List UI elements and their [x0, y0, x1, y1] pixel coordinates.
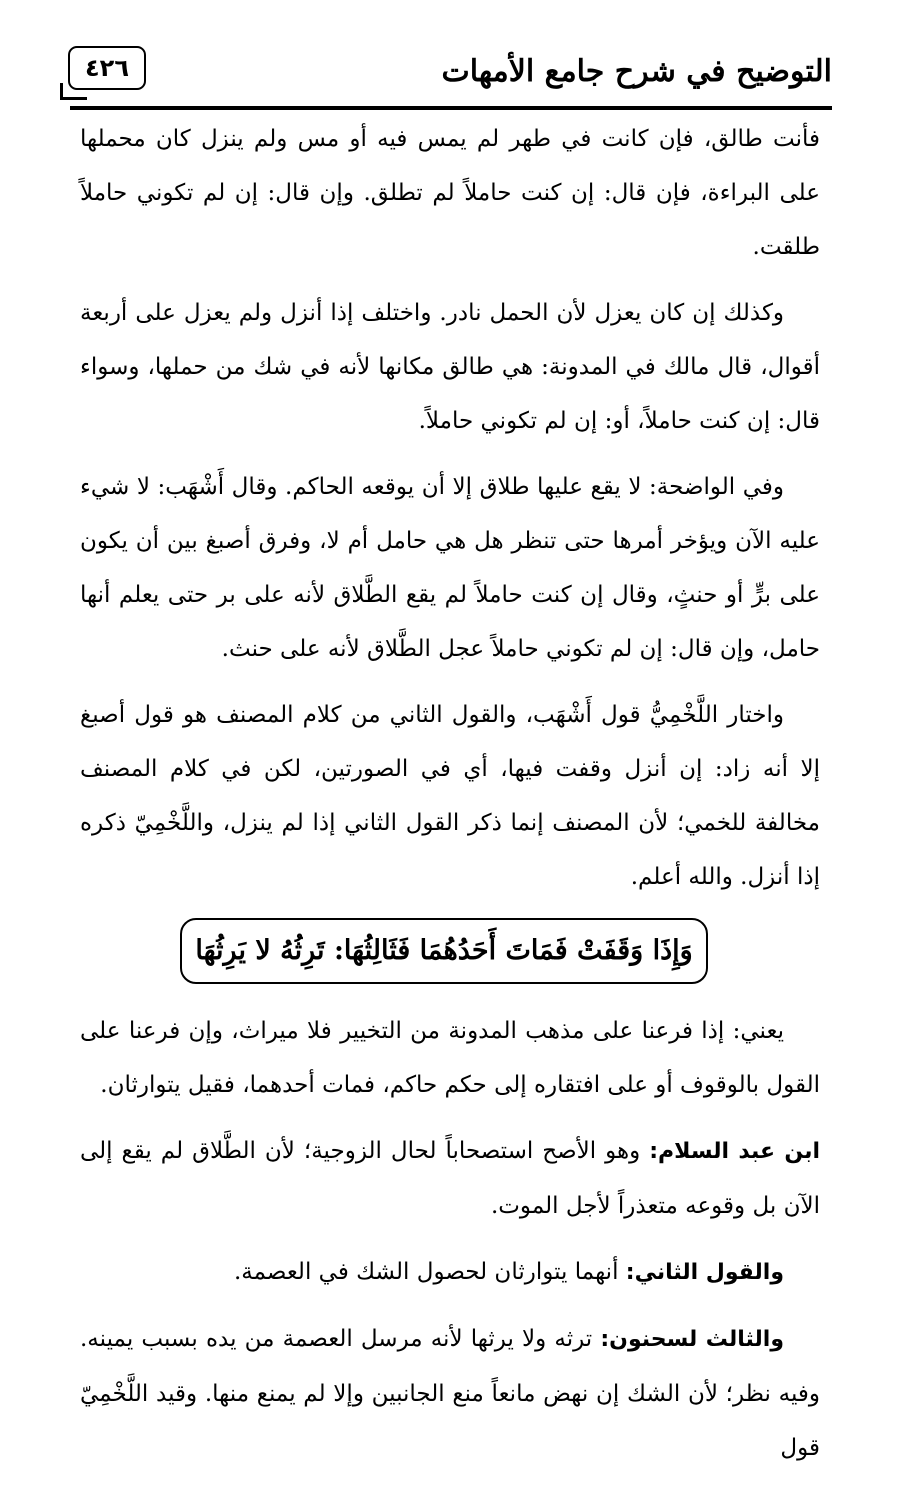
- page-number-box: [68, 46, 146, 90]
- paragraph-text: وهو الأصح استصحاباً لحال الزوجية؛ لأن الطَّلاق لم يقع إلى الآن بل وقوعه متعذراً لأجل الموت.: [80, 1138, 820, 1219]
- page-number: ٤٢٦: [85, 54, 129, 82]
- paragraph-lead: والقول الثاني:: [625, 1260, 784, 1285]
- paragraph-lead: ابن عبد السلام:: [649, 1139, 820, 1164]
- book-title: التوضيح في شرح جامع الأمهات: [441, 54, 832, 89]
- paragraph: [80, 1124, 820, 1233]
- paragraph: [80, 1245, 820, 1300]
- page-number-ornament: [60, 83, 87, 100]
- paragraph: يعني: إذا فرعنا على مذهب المدونة من التخيير فلا ميراث، وإن فرعنا على القول بالوقوف أو على افتقاره إلى حكم حاكم، فمات أحدهما، فقيل يتوارثان.: [80, 1018, 820, 1098]
- paragraph: وكذلك إن كان يعزل لأن الحمل نادر. واختلف إذا أنزل ولم يعزل على أربعة أقوال، قال مالك في المدونة: هي طالق مكانها لأنه في شك من حملها، وسواء قال: إن كنت حاملاً، أو: إن لم تكوني حاملاً.: [80, 300, 820, 434]
- paragraph: واختار اللَّخْمِيُّ قول أَشْهَب، والقول الثاني من كلام المصنف هو قول أصبغ إلا أنه زاد: إن أنزل وقفت فيها، أي في الصورتين، لكن في كلام المصنف مخالفة للخمي؛ لأن المصنف إنما ذكر القول الثاني إذا لم ينزل، واللَّخْمِيّ ذكره إذا أنزل. والله أعلم.: [80, 702, 820, 890]
- paragraph-lead: والثالث لسحنون:: [600, 1327, 784, 1352]
- page-header: [70, 40, 832, 110]
- paragraph: فأنت طالق، فإن كانت في طهر لم يمس فيه أو مس ولم ينزل كان محملها على البراءة، فإن قال: إن كنت حاملاً لم تطلق. وإن قال: إن لم تكوني حاملاً طلقت.: [80, 126, 820, 260]
- page-body: [80, 112, 820, 1487]
- paragraph: وفي الواضحة: لا يقع عليها طلاق إلا أن يوقعه الحاكم. وقال أَشْهَب: لا شيء عليه الآن ويؤخر أمرها حتى تنظر هل هي حامل أم لا، وفرق أصبغ بين أن يكون على برٍّ أو حنثٍ، وقال إن كنت حاملاً لم يقع الطَّلاق لأنه على بر حتى يعلم أنها حامل، وإن قال: إن لم تكوني حاملاً عجل الطَّلاق لأنه على حنث.: [80, 474, 820, 662]
- header-rule: [70, 106, 832, 110]
- paragraph: [80, 1312, 820, 1475]
- paragraph-text: أنهما يتوارثان لحصول الشك في العصمة.: [233, 1259, 626, 1285]
- matn-highlight-box: وَإِذَا وَقَفَتْ فَمَاتَ أَحَدُهُمَا فَثَالِثُهَا: تَرِثُهُ لا يَرِثُهَا: [180, 918, 708, 984]
- paragraph-text: ترثه ولا يرثها لأنه مرسل العصمة من يده بسبب يمينه. وفيه نظر؛ لأن الشك إن نهض مانعاً منع الجانبين وإلا لم يمنع منها. وقيد اللَّخْمِيّ قول: [80, 1326, 820, 1461]
